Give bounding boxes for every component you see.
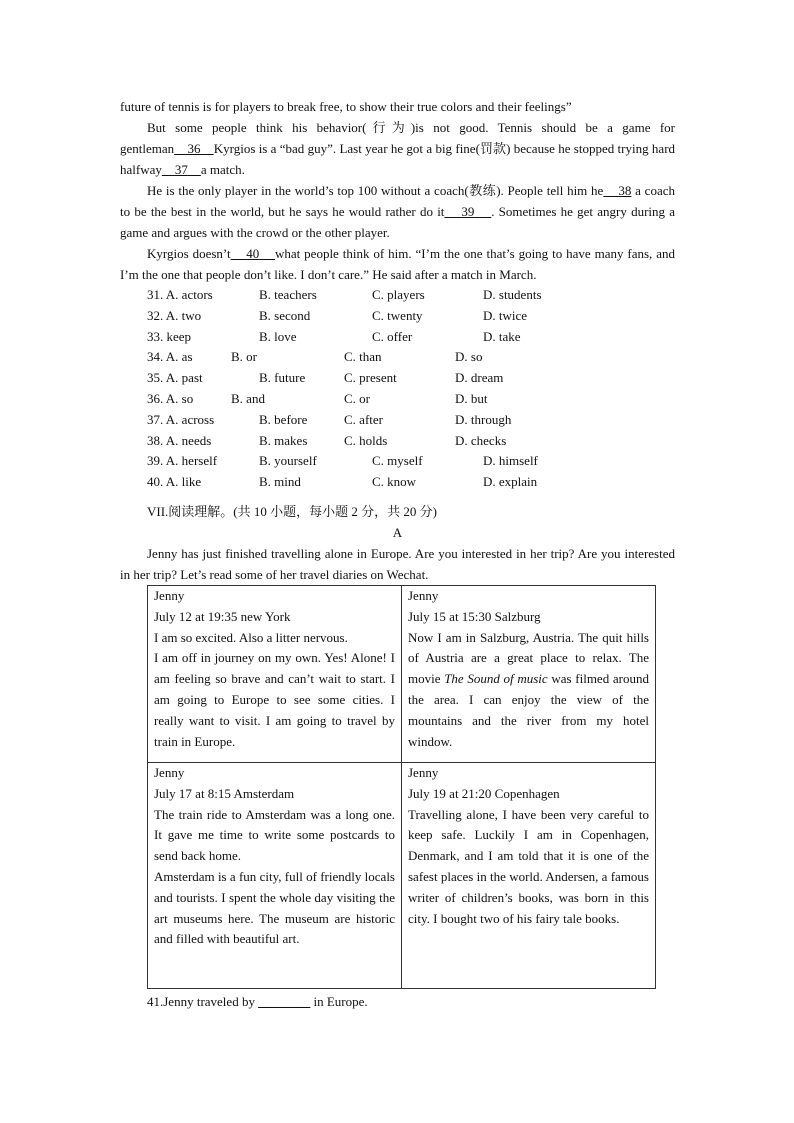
- passage-text: what people think of him. “I’m the one that’s going to have many fans, and I’m the one that people don’t like. I don’t care.” He said after a match in March.: [120, 246, 675, 282]
- blank-37: 37: [174, 162, 188, 177]
- passage-text: Kyrgios doesn’t: [147, 246, 231, 261]
- option-d: D. take: [483, 328, 521, 344]
- diary-author: Jenny: [408, 764, 439, 780]
- options-list: [120, 285, 675, 493]
- diary-entry-salzburg: [402, 585, 656, 762]
- option-d: D. so: [455, 349, 483, 365]
- option-a: 39. A. herself: [147, 453, 218, 469]
- option-b: B. makes: [259, 432, 308, 448]
- option-a: 37. A. across: [147, 411, 215, 427]
- diary-text: I am off in journey on my own. Yes! Alone! I am feeling so brave and can’t wait to start. I am going to Europe to see some cities. I really want to visit. I am going to travel by train in Europe.: [154, 650, 395, 749]
- option-d: D. twice: [483, 307, 528, 323]
- blank-36: 36: [187, 141, 201, 156]
- option-row: [120, 410, 675, 431]
- movie-title: The Sound of music: [444, 671, 548, 687]
- option-c: C. present: [344, 370, 397, 386]
- passage-text: . Sometimes he get angry during a game and argues with the crowd or the other player.: [120, 204, 676, 240]
- option-b: B. teachers: [259, 287, 317, 302]
- section-heading: VII.阅读理解。(共 10 小题，每小题 2 分，共 20 分): [147, 503, 437, 519]
- blank-39: 39: [461, 204, 475, 219]
- question-41: 41.Jenny traveled by ________ in Europe.: [147, 993, 368, 1009]
- diary-author: Jenny: [154, 764, 185, 780]
- diary-table: [147, 585, 656, 989]
- diary-text: Now I am in Salzburg, Austria. The quit hills of Austria are a great place to relax. The movie The Sound of music was filmed around the area. I can enjoy the view of the mountains and the river from my hotel window.: [408, 629, 649, 749]
- option-b: B. love: [259, 328, 297, 344]
- part-label: A: [392, 524, 403, 540]
- option-a: 34. A. as: [147, 349, 193, 365]
- option-c: C. twenty: [372, 307, 423, 323]
- diary-entry-newyork: [148, 585, 402, 762]
- diary-author: Jenny: [154, 587, 185, 603]
- passage-paragraph-3: [120, 243, 675, 285]
- option-c: C. than: [344, 349, 382, 365]
- passage-paragraph-2: [120, 180, 675, 243]
- diary-time: July 19 at 21:20 Copenhagen: [408, 785, 560, 801]
- diary-time: July 15 at 15:30 Salzburg: [408, 608, 541, 624]
- diary-author: Jenny: [408, 587, 439, 603]
- option-c: C. players: [372, 287, 425, 302]
- option-row: [120, 389, 675, 410]
- option-a: 36. A. so: [147, 390, 194, 406]
- diary-time: July 17 at 8:15 Amsterdam: [154, 785, 295, 801]
- option-b: B. and: [231, 390, 265, 406]
- option-row: [120, 285, 675, 306]
- reading-intro: Jenny has just finished travelling alone in Europe. Are you interested in her trip? Are you interested in her trip? Let’s read some of her travel diaries on Wechat.: [120, 545, 675, 582]
- option-row: [120, 431, 675, 452]
- blank-40: 40: [246, 246, 260, 261]
- passage-line: future of tennis is for players to break free, to show their true colors and their feelings”: [120, 99, 572, 114]
- option-d: D. dream: [455, 370, 504, 386]
- diary-row: [148, 585, 656, 762]
- option-row: [120, 327, 675, 348]
- option-b: B. future: [259, 370, 306, 386]
- passage-text: Kyrgios is a “bad guy”. Last year he got a big fine(罚款) because he stopped trying hard halfway: [120, 141, 676, 177]
- blank-38: 38: [618, 183, 632, 198]
- option-row: [120, 451, 675, 472]
- option-a: 33. keep: [147, 328, 192, 344]
- option-b: B. or: [231, 349, 257, 365]
- option-a: 31. A. actors: [147, 287, 213, 302]
- option-a: 38. A. needs: [147, 432, 212, 448]
- option-c: C. after: [344, 411, 383, 427]
- passage-paragraph-1: [120, 117, 675, 180]
- diary-text: I am so excited. Also a litter nervous.: [154, 629, 348, 645]
- option-a: 32. A. two: [147, 307, 202, 323]
- option-d: D. checks: [455, 432, 507, 448]
- diary-row: [148, 762, 656, 988]
- option-c: C. know: [372, 474, 417, 490]
- option-b: B. second: [259, 307, 311, 323]
- passage-text: a match.: [200, 162, 245, 177]
- option-a: 35. A. past: [147, 370, 203, 386]
- option-a: 40. A. like: [147, 474, 202, 490]
- option-row: [120, 347, 675, 368]
- option-row: [120, 472, 675, 493]
- diary-text: Travelling alone, I have been very careful to keep safe. Luckily I am in Copenhagen, Denmark, and I am told that it is one of the safest places in the world. Andersen, a famous writer of children’s books, was born in this city. I bought two of his fairy tale books.: [408, 806, 649, 926]
- option-d: D. himself: [483, 453, 538, 469]
- option-d: D. students: [483, 287, 542, 302]
- option-d: D. but: [455, 390, 488, 406]
- option-c: C. offer: [372, 328, 413, 344]
- answer-blank[interactable]: ________: [258, 993, 311, 1009]
- diary-text: The train ride to Amsterdam was a long one. It gave me time to write some postcards to send back home.: [154, 806, 395, 864]
- diary-entry-copenhagen: [402, 762, 656, 988]
- option-b: B. before: [259, 411, 308, 427]
- exam-page: [120, 96, 675, 1012]
- passage-text: a coach to be the best in the world, but he says he would rather do it: [120, 183, 675, 219]
- passage-text: But some people think his behavior(行为)is not good. Tennis should be a game for gentleman: [120, 120, 675, 156]
- option-c: C. or: [344, 390, 370, 406]
- option-c: C. myself: [372, 453, 423, 469]
- diary-time: July 12 at 19:35 new York: [154, 608, 291, 624]
- option-c: C. holds: [344, 432, 388, 448]
- option-b: B. yourself: [259, 453, 317, 469]
- option-d: D. through: [455, 411, 512, 427]
- option-d: D. explain: [483, 474, 538, 490]
- option-row: [120, 368, 675, 389]
- option-b: B. mind: [259, 474, 301, 490]
- option-row: [120, 306, 675, 327]
- passage-text: He is the only player in the world’s top 100 without a coach(教练). People tell him he: [147, 183, 604, 198]
- diary-text: Amsterdam is a fun city, full of friendly locals and tourists. I spent the whole day visiting the art museums here. The museum are historic and filled with beautiful art.: [154, 868, 395, 947]
- diary-entry-amsterdam: [148, 762, 402, 988]
